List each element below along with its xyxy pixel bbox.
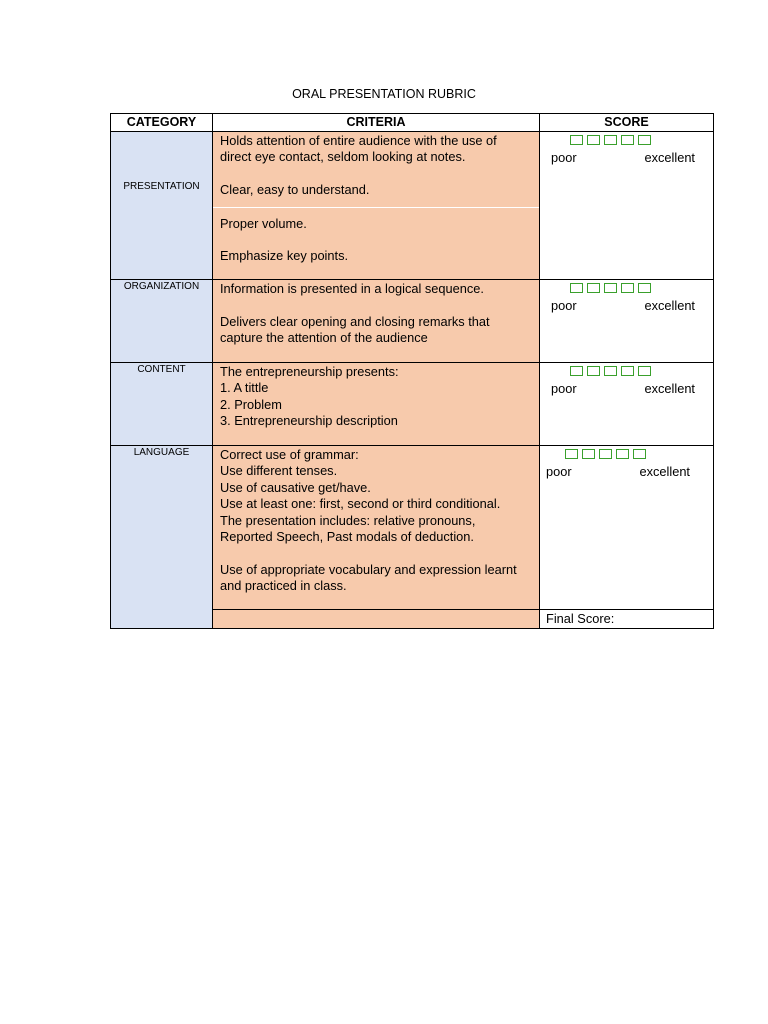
rubric-row-content xyxy=(111,363,714,446)
criteria-line: The entrepreneurship presents: xyxy=(220,364,399,379)
category-presentation xyxy=(111,132,213,280)
page-title: ORAL PRESENTATION RUBRIC xyxy=(292,87,476,101)
criteria-presentation xyxy=(213,132,540,280)
score-checkbox-2[interactable] xyxy=(587,135,600,145)
score-checkboxes xyxy=(540,132,713,148)
score-checkbox-3[interactable] xyxy=(604,283,617,293)
score-checkbox-1[interactable] xyxy=(565,449,578,459)
criteria-line: Use at least one: first, second or third conditional. xyxy=(220,496,501,512)
score-checkbox-3[interactable] xyxy=(604,366,617,376)
score-checkbox-2[interactable] xyxy=(582,449,595,459)
criteria-line: 2. Problem xyxy=(220,396,282,412)
excellent-label: excellent xyxy=(639,464,690,479)
poor-label: poor xyxy=(551,381,577,396)
criteria-content xyxy=(213,363,540,446)
criteria-line: Use different tenses. xyxy=(220,463,338,479)
criteria-line: Use of causative get/have. xyxy=(220,479,371,495)
rubric-row-presentation xyxy=(111,132,714,280)
category-label: PRESENTATION xyxy=(123,181,200,192)
score-checkbox-5[interactable] xyxy=(638,366,651,376)
header-row xyxy=(111,114,714,132)
score-checkboxes xyxy=(540,446,713,462)
poor-label: poor xyxy=(551,150,577,165)
score-checkbox-3[interactable] xyxy=(604,135,617,145)
excellent-label: excellent xyxy=(644,381,695,396)
category-label: ORGANIZATION xyxy=(123,281,200,292)
poor-label: poor xyxy=(546,464,572,479)
score-language xyxy=(540,446,714,610)
category-organization xyxy=(111,280,213,363)
score-checkbox-4[interactable] xyxy=(621,283,634,293)
header-criteria: CRITERIA xyxy=(213,114,540,132)
score-checkbox-5[interactable] xyxy=(638,135,651,145)
criteria-line: Holds attention of entire audience with the use of xyxy=(220,133,497,148)
score-checkbox-2[interactable] xyxy=(587,283,600,293)
score-organization xyxy=(540,280,714,363)
score-checkbox-4[interactable] xyxy=(616,449,629,459)
criteria-line: capture the attention of the audience xyxy=(220,330,428,346)
criteria-line: direct eye contact, seldom looking at notes. xyxy=(220,149,466,165)
score-checkboxes xyxy=(540,363,713,379)
score-checkbox-5[interactable] xyxy=(633,449,646,459)
criteria-line: Use of appropriate vocabulary and expression learnt xyxy=(220,561,517,577)
criteria-line: 1. A tittle xyxy=(220,380,269,396)
score-checkbox-3[interactable] xyxy=(599,449,612,459)
header-score: SCORE xyxy=(540,114,714,132)
final-score-row xyxy=(111,610,714,629)
criteria-line: Proper volume. xyxy=(220,215,307,231)
criteria-line: The presentation includes: relative pronouns, xyxy=(220,512,476,528)
criteria-line: 3. Entrepreneurship description xyxy=(220,413,398,429)
criteria-line: Emphasize key points. xyxy=(220,248,349,264)
category-label: LANGUAGE xyxy=(133,447,190,458)
score-checkbox-1[interactable] xyxy=(570,135,583,145)
criteria-line: Delivers clear opening and closing remarks that xyxy=(220,313,490,329)
final-score-cell[interactable] xyxy=(540,610,714,629)
excellent-label: excellent xyxy=(644,298,695,313)
score-checkbox-5[interactable] xyxy=(638,283,651,293)
score-checkbox-4[interactable] xyxy=(621,366,634,376)
rubric-row-organization xyxy=(111,280,714,363)
score-checkbox-4[interactable] xyxy=(621,135,634,145)
criteria-line: and practiced in class. xyxy=(220,578,347,594)
header-category: CATEGORY xyxy=(111,114,213,132)
criteria-organization xyxy=(213,280,540,363)
excellent-label: excellent xyxy=(644,150,695,165)
criteria-line: Reported Speech, Past modals of deduction. xyxy=(220,529,474,545)
category-empty xyxy=(111,610,213,629)
category-content xyxy=(111,363,213,446)
rubric-table xyxy=(110,113,714,629)
criteria-line: Information is presented in a logical sequence. xyxy=(220,281,484,296)
score-checkbox-1[interactable] xyxy=(570,366,583,376)
criteria-empty xyxy=(213,610,540,629)
poor-label: poor xyxy=(551,298,577,313)
score-checkboxes xyxy=(540,280,713,296)
category-language xyxy=(111,446,213,610)
criteria-line: Correct use of grammar: xyxy=(220,447,359,462)
rubric-row-language xyxy=(111,446,714,610)
final-score-label: Final Score: xyxy=(546,611,615,626)
category-label: CONTENT xyxy=(137,364,186,375)
score-checkbox-2[interactable] xyxy=(587,366,600,376)
score-presentation xyxy=(540,132,714,280)
score-checkbox-1[interactable] xyxy=(570,283,583,293)
criteria-language xyxy=(213,446,540,610)
score-content xyxy=(540,363,714,446)
criteria-line: Clear, easy to understand. xyxy=(220,182,370,198)
